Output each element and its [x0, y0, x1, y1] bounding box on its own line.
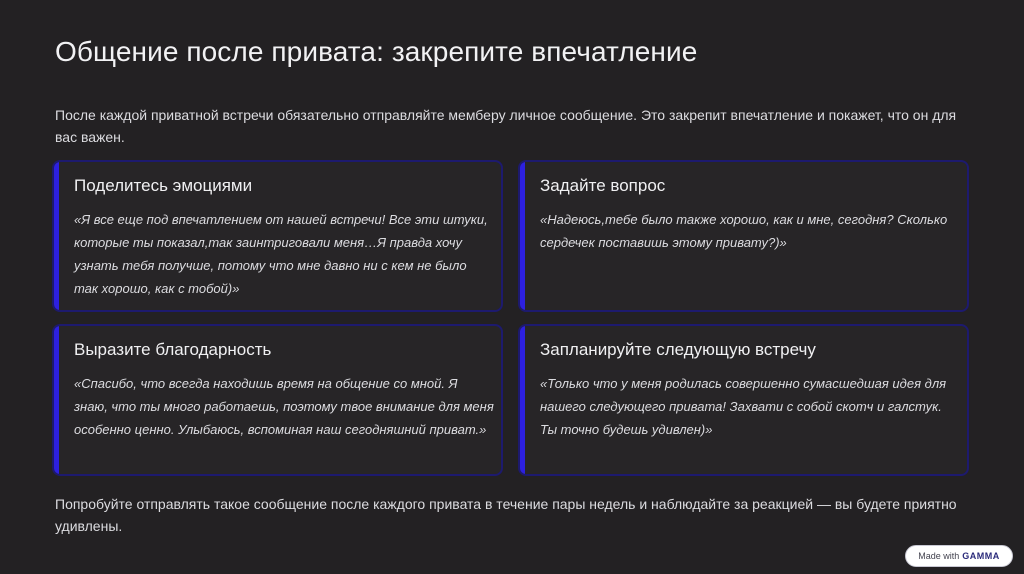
card-quote: «Надеюсь,тебе было также хорошо, как и мне, сегодня? Сколько сердечек поставишь этому привату?)»: [540, 212, 948, 250]
card-ask-question: [518, 160, 969, 312]
card-quote: «Спасибо, что всегда находишь время на общение со мной. Я знаю, что ты много работаешь, поэтому твое внимание для меня особенно ценно. Улыбаюсь, вспоминая наш сегодняшний приват.»: [74, 376, 494, 437]
card-title: Задайте вопрос: [540, 176, 666, 195]
gamma-logo: GAMMA: [962, 551, 1000, 561]
outro-text: Попробуйте отправлять такое сообщение после каждого привата в течение пары недель и наблюдайте за реакцией — вы будете приятно удивлены.: [55, 496, 957, 534]
card-title: Запланируйте следующую встречу: [540, 340, 816, 359]
card-share-emotions: [52, 160, 503, 312]
card-plan-next-meeting: [518, 324, 969, 476]
card-title: Выразите благодарность: [74, 340, 272, 359]
card-title: Поделитесь эмоциями: [74, 176, 253, 195]
intro-text: После каждой приватной встречи обязательно отправляйте мемберу личное сообщение. Это закрепит впечатление и покажет, что он для вас важен.: [55, 107, 957, 145]
card-express-gratitude: [52, 324, 503, 476]
made-with-gamma-badge[interactable]: [905, 545, 1013, 567]
card-quote: «Я все еще под впечатлением от нашей встречи! Все эти штуки, которые ты показал,так заинтриговали меня…Я правда хочу узнать тебя получше, потому что мне давно ни с кем не было так хорошо, как с тобой)»: [74, 212, 488, 296]
card-quote: «Только что у меня родилась совершенно сумасшедшая идея для нашего следующего привата! Захвати с собой скотч и галстук. Ты точно будешь удивлен)»: [540, 376, 947, 437]
badge-made-with-label: Made with: [918, 551, 960, 561]
page-title: Общение после привата: закрепите впечатление: [55, 36, 698, 67]
